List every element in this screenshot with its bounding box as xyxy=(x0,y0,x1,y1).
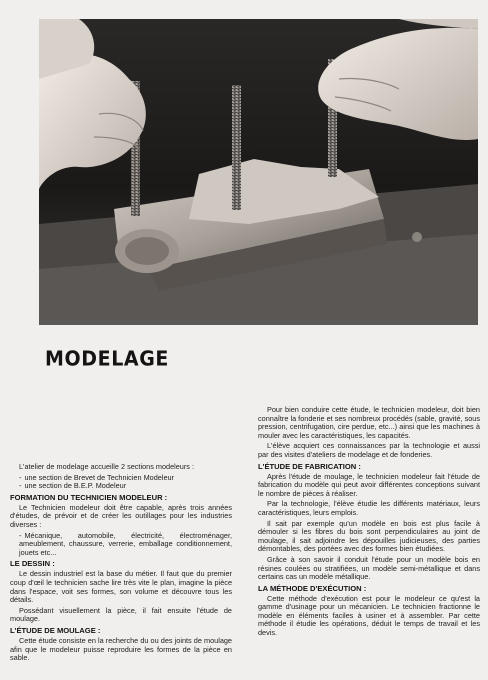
fabrication-paragraph-3: Il sait par exemple qu'un modèle en bois est plus facile à démouler si les fibres du bois sont perpendiculaires au joint de moulage, il sait adjoindre les dépouilles judicieuses, des parties démontables, des portées avec des formes bien étudiées. xyxy=(258,518,480,554)
section-heading-moulage: L'ÉTUDE DE MOULAGE : xyxy=(10,625,101,635)
list-item: - une section de B.E.P. Modeleur xyxy=(19,481,127,491)
section-heading-execution: LA MÉTHODE D'EXÉCUTION : xyxy=(258,583,367,593)
workshop-photo xyxy=(39,19,478,325)
execution-paragraph: Cette méthode d'exécution est pour le modeleur ce qu'est la gamme d'usinage pour un mécanicien. Le technicien fractionne le modèle en éléments faciles à usiner et à assembler. Par cette méthode il étudie les opérations, déduit le temps de travail et les devis. xyxy=(258,593,480,638)
dessin-paragraph-1: Le dessin industriel est la base du métier. Il faut que du premier coup d'œil le technicien sache lire très vite le plan, imagine la pièce dans l'espace, voit ses formes, son volume et découvre tous les détails. xyxy=(10,569,232,605)
section-heading-dessin: LE DESSIN : xyxy=(10,559,55,569)
section-heading-formation: FORMATION DU TECHNICIEN MODELEUR : xyxy=(10,492,168,502)
left-column xyxy=(10,463,232,665)
study-paragraph-2: L'élève acquiert ces connaissances par la technologie et aussi par des visites d'ateliers de modelage et de fonderies. xyxy=(258,441,480,459)
sections-list xyxy=(10,474,232,491)
list-item: - une section de Brevet de Technicien Modeleur xyxy=(19,472,174,482)
industries-list xyxy=(10,532,232,558)
moulage-paragraph: Cette étude consiste en la recherche du ou des joints de moulage afin que le modeleur puisse reproduire les formes de la pièce en sable. xyxy=(10,635,232,663)
hands-tightening-threaded-rods-icon xyxy=(39,19,478,325)
section-heading-fabrication: L'ÉTUDE DE FABRICATION : xyxy=(258,461,361,471)
intro-paragraph: L'atelier de modelage accueille 2 sections modeleurs : xyxy=(19,462,194,471)
fabrication-paragraph-4: Grâce à son savoir il conduit l'étude pour un modèle bois en résines coulées ou stratifiées, un modèle semi-métallique et dans certains cas un modèle métallique. xyxy=(258,554,480,582)
dessin-paragraph-2: Possédant visuellement la pièce, il fait ensuite l'étude de moulage. xyxy=(10,605,232,624)
study-paragraph-1: Pour bien conduire cette étude, le technicien modeleur, doit bien connaître la fonderie et ses nombreux procédés (sable, gravité, sous pression, centrifugation, cire perdue, etc...) ainsi que les machines à mouler avec les caractéristiques, les capacités. xyxy=(258,405,480,440)
fabrication-paragraph-1: Après l'étude de moulage, le technicien modeleur fait l'étude de fabrication du modèle qui peut avoir différentes conceptions suivant le nombre de pièces à réaliser. xyxy=(258,471,480,498)
formation-paragraph: Le Technicien modeleur doit être capable, après trois années d'études, de prévoir et de créer les outillages pour les industries diverses : xyxy=(10,502,232,529)
right-column xyxy=(258,406,480,640)
list-item: - Mécanique, automobile, électricité, électroménager, ameublement, chaussure, verrerie, emballage conditionnement, jouets etc... xyxy=(19,530,232,557)
page-title: MODELAGE xyxy=(45,347,169,371)
fabrication-paragraph-2: Par la technologie, l'élève étudie les différents matériaux, leurs caractéristiques, leurs emplois. xyxy=(258,499,480,517)
